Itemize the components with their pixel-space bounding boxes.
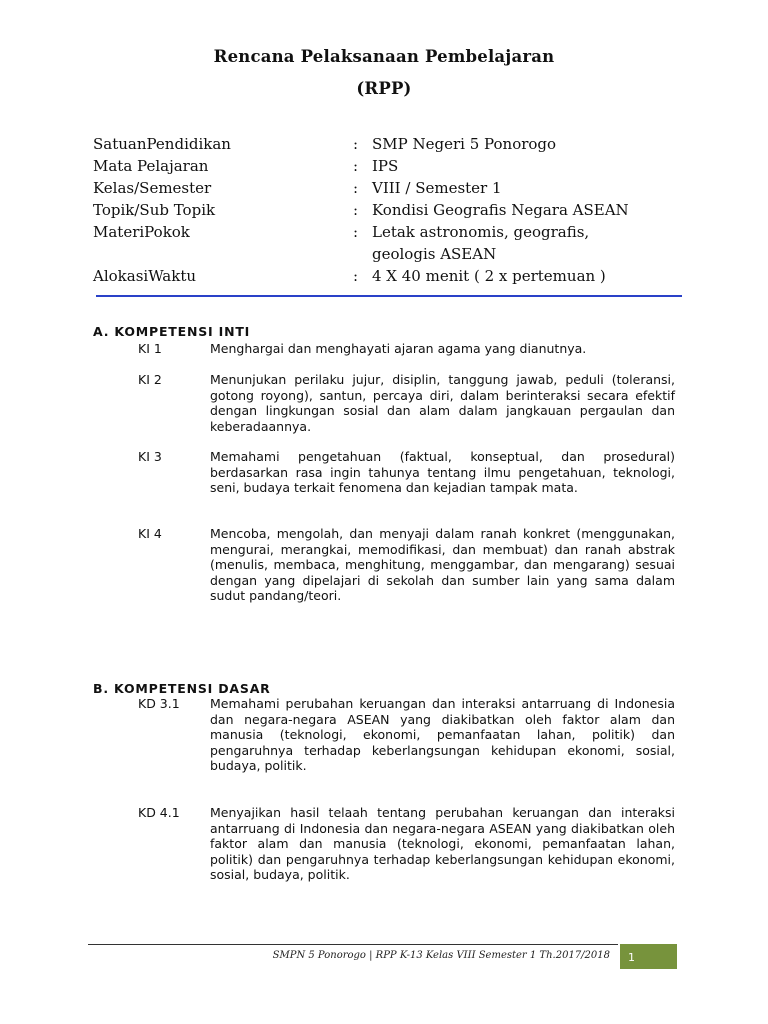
meta-label: Mata Pelajaran	[93, 157, 209, 175]
ki-item	[138, 341, 678, 357]
meta-row-topik	[93, 199, 693, 221]
section-heading-kompetensi-inti: A. KOMPETENSI INTI	[93, 324, 251, 339]
meta-value: SMP Negeri 5 Ponorogo	[372, 135, 557, 153]
meta-row-kelas	[93, 177, 693, 199]
item-code: KI 3	[138, 449, 162, 464]
meta-value: IPS	[372, 157, 399, 175]
meta-colon: :	[353, 157, 359, 175]
page-number-badge: 1	[620, 944, 677, 969]
meta-label: Kelas/Semester	[93, 179, 212, 197]
meta-value: 4 X 40 menit ( 2 x pertemuan )	[372, 267, 606, 285]
meta-colon: :	[353, 135, 359, 153]
document-title: Rencana Pelaksanaan Pembelajaran	[213, 47, 555, 66]
item-text: Menghargai dan menghayati ajaran agama yang dianutnya.	[210, 341, 587, 356]
meta-colon: :	[353, 267, 359, 285]
meta-row-alokasi	[93, 265, 693, 287]
meta-colon: :	[353, 179, 359, 197]
item-text: Mencoba, mengolah, dan menyaji dalam ranah konkret (menggunakan, mengurai, merangkai, memodifikasi, dan membuat) dan ranah abstrak (menulis, membaca, menghitung, menggambar, dan mengarang) sesuai dengan yang dipelajari di sekolah dan sumber lain yang sama dalam sudut pandang/teori.	[210, 526, 675, 603]
meta-label: AlokasiWaktu	[93, 267, 197, 285]
meta-label: MateriPokok	[93, 223, 190, 241]
meta-row-satuan	[93, 133, 693, 155]
meta-colon: :	[353, 223, 359, 241]
ki-item	[138, 372, 678, 434]
footer-text: SMPN 5 Ponorogo | RPP K-13 Kelas VIII Semester 1 Th.2017/2018	[272, 950, 610, 961]
meta-label: SatuanPendidikan	[93, 135, 231, 153]
meta-row-materi	[93, 221, 693, 265]
item-text: Menunjukan perilaku jujur, disiplin, tanggung jawab, peduli (toleransi, gotong royong), santun, percaya diri, dalam berinteraksi secara efektif dengan lingkungan sosial dan alam dalam jangkauan pergaulan dan keberadaannya.	[210, 372, 675, 434]
header-divider	[96, 295, 682, 297]
ki-item	[138, 526, 678, 604]
ki-item	[138, 449, 678, 496]
kd-item	[138, 696, 678, 774]
document-subtitle: (RPP)	[356, 79, 412, 98]
identity-table	[93, 133, 693, 287]
meta-value: Kondisi Geografis Negara ASEAN	[372, 201, 629, 219]
item-code: KD 3.1	[138, 696, 180, 711]
meta-value: Letak astronomis, geografis, geologis ASEAN	[372, 223, 590, 263]
item-code: KD 4.1	[138, 805, 180, 820]
item-text: Memahami pengetahuan (faktual, konseptual, dan prosedural) berdasarkan rasa ingin tahunya tentang ilmu pengetahuan, teknologi, seni, budaya terkait fenomena dan kejadian tampak mata.	[210, 449, 675, 495]
meta-row-mapel	[93, 155, 693, 177]
item-code: KI 2	[138, 372, 162, 387]
section-heading-kompetensi-dasar: B. KOMPETENSI DASAR	[93, 681, 271, 696]
footer-divider	[88, 944, 618, 945]
kd-item	[138, 805, 678, 883]
meta-colon: :	[353, 201, 359, 219]
item-code: KI 1	[138, 341, 162, 356]
meta-value: VIII / Semester 1	[372, 179, 502, 197]
meta-label: Topik/Sub Topik	[93, 201, 216, 219]
item-code: KI 4	[138, 526, 162, 541]
item-text: Menyajikan hasil telaah tentang perubahan keruangan dan interaksi antarruang di Indonesia dan negara-negara ASEAN yang diakibatkan oleh faktor alam dan manusia (teknologi, ekonomi, pemanfaatan lahan, politik) dan pengaruhnya terhadap keberlangsungan kehidupan ekonomi, sosial, budaya, politik.	[210, 805, 675, 882]
item-text: Memahami perubahan keruangan dan interaksi antarruang di Indonesia dan negara-negara ASEAN yang diakibatkan oleh faktor alam dan manusia (teknologi, ekonomi, pemanfaatan lahan, politik) dan pengaruhnya terhadap keberlangsungan kehidupan ekonomi, sosial, budaya, politik.	[210, 696, 675, 773]
